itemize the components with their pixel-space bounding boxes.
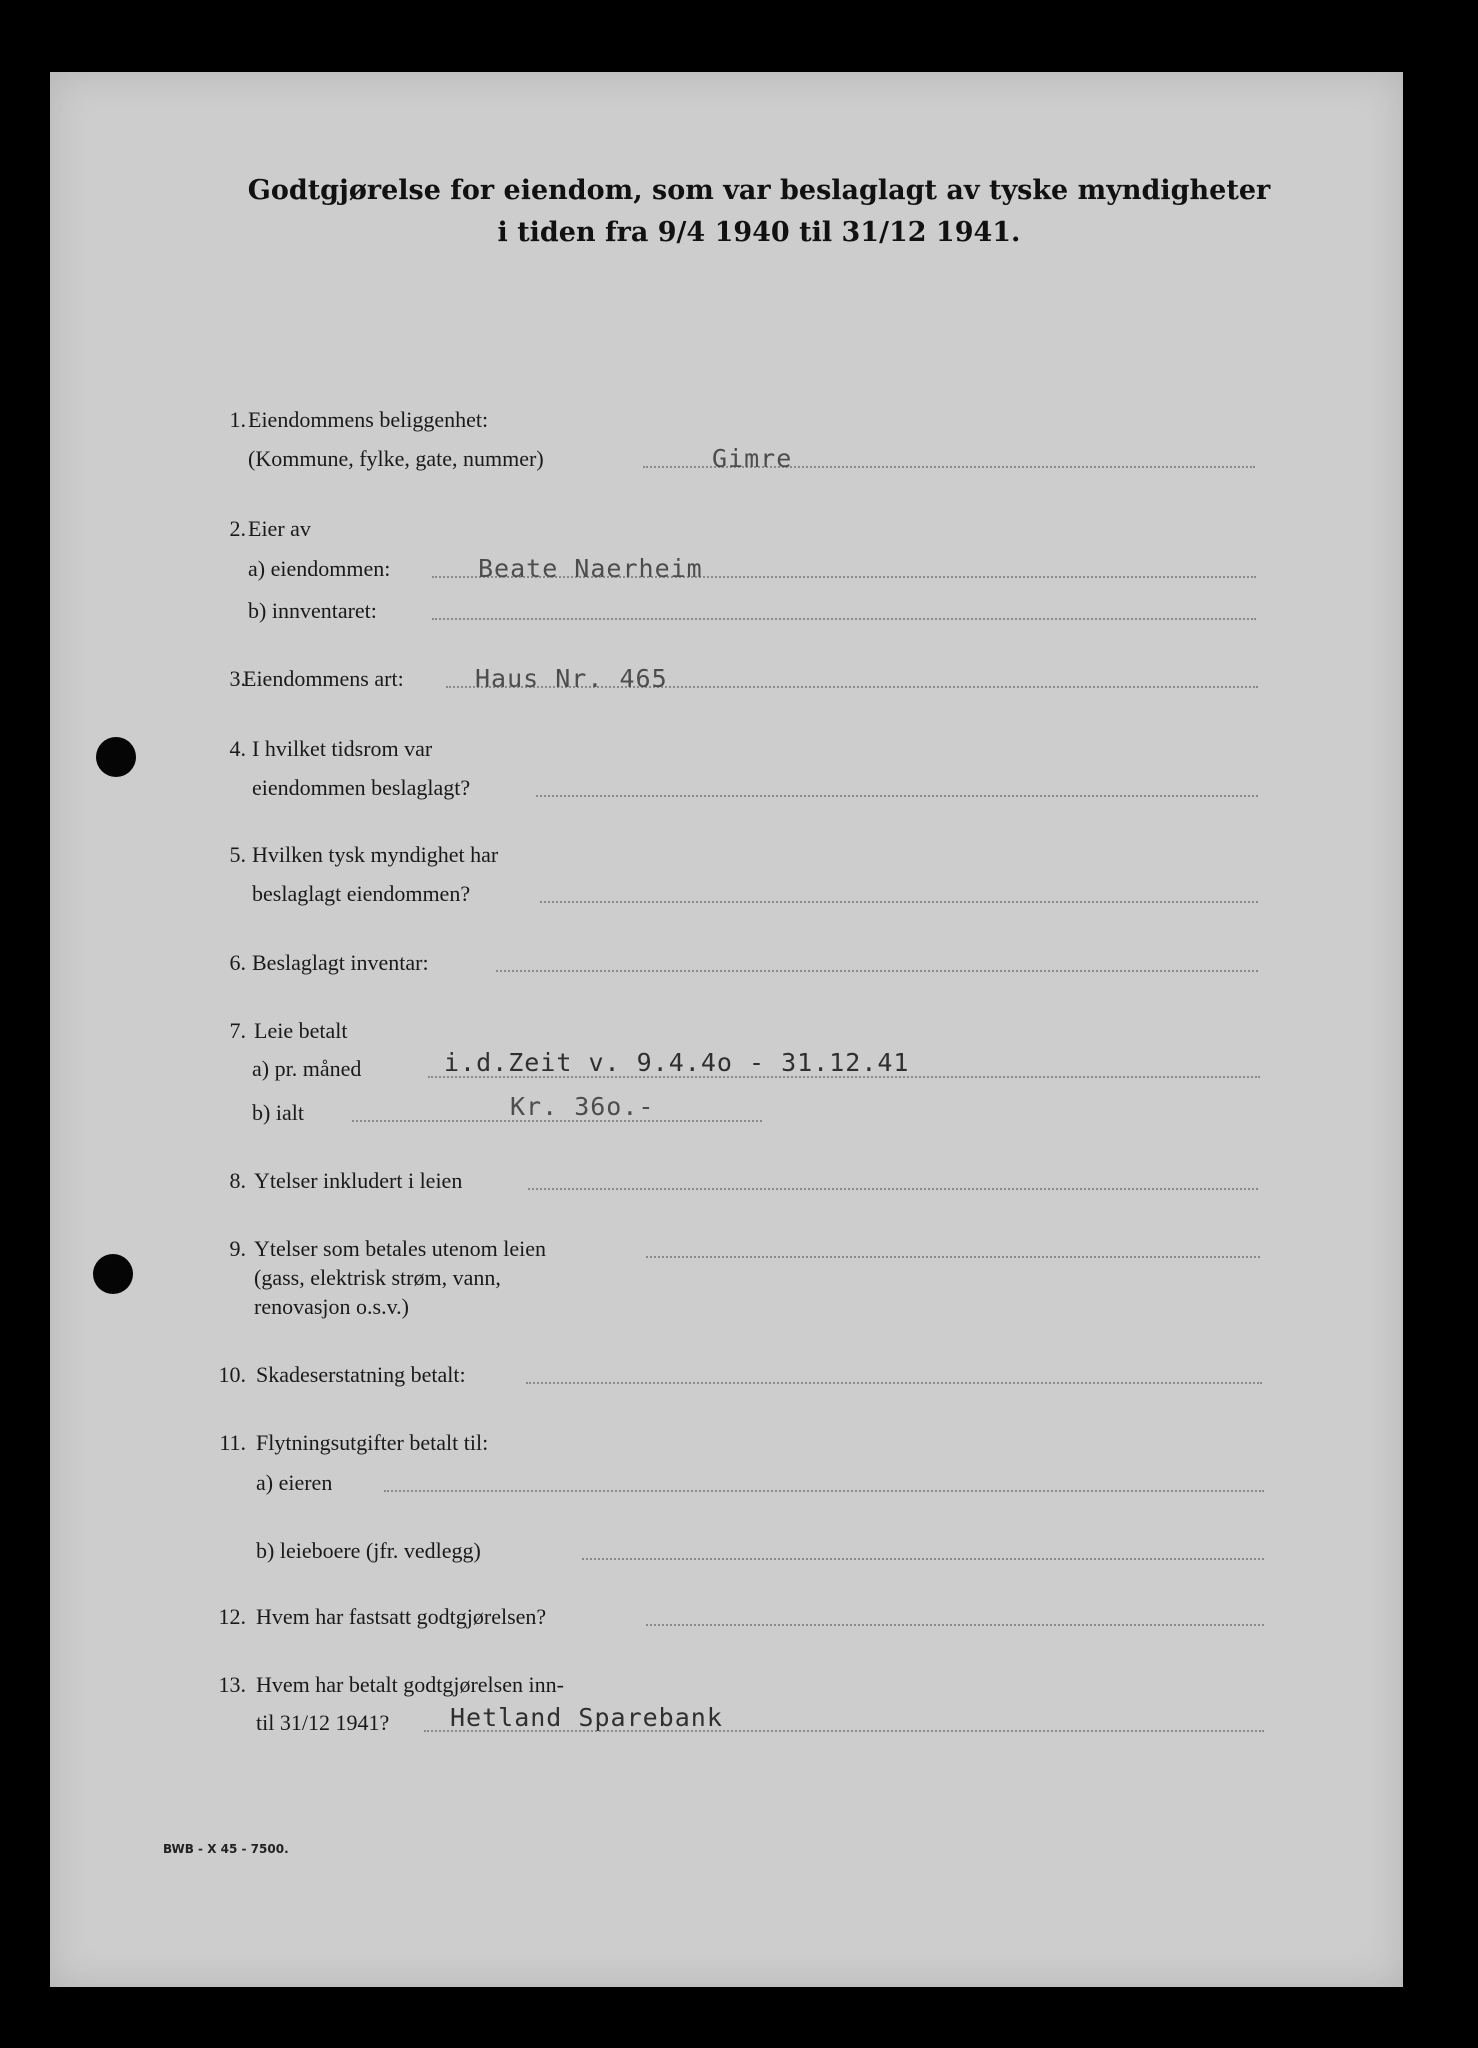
q1-sublabel: (Kommune, fylke, gate, nummer) bbox=[248, 446, 544, 471]
q13-sublabel: til 31/12 1941? bbox=[256, 1710, 390, 1735]
q13-number: 13. bbox=[218, 1672, 246, 1697]
q13-answer: Hetland Sparebank bbox=[450, 1703, 723, 1732]
q6-label: Beslaglagt inventar: bbox=[252, 950, 429, 975]
q2-number: 2. bbox=[229, 516, 246, 541]
q5-number: 5. bbox=[229, 842, 246, 867]
q10-label: Skadeserstatning betalt: bbox=[256, 1362, 466, 1387]
q1-answer: Gimre bbox=[712, 444, 793, 473]
q10-number: 10. bbox=[218, 1362, 246, 1387]
q11a-label: a) eieren bbox=[256, 1470, 333, 1495]
q2a-answer: Beate Naerheim bbox=[478, 554, 703, 583]
q1-number: 1. bbox=[229, 407, 246, 432]
q2a-label: a) eiendommen: bbox=[248, 556, 391, 581]
q3-label: Eiendommens art: bbox=[243, 666, 404, 691]
q4-label: I hvilket tidsrom var bbox=[252, 736, 433, 761]
q2b-answer-line bbox=[432, 618, 1256, 620]
q9-sublabel-1: (gass, elektrisk strøm, vann, bbox=[254, 1265, 501, 1290]
q7-label: Leie betalt bbox=[254, 1018, 348, 1043]
q12-label: Hvem har fastsatt godtgjørelsen? bbox=[256, 1604, 547, 1629]
punch-hole-upper bbox=[96, 737, 136, 777]
q13-label: Hvem har betalt godtgjørelsen inn- bbox=[256, 1672, 564, 1697]
q12-number: 12. bbox=[218, 1604, 246, 1629]
q7b-label: b) ialt bbox=[252, 1100, 304, 1125]
q2b-label: b) innventaret: bbox=[248, 598, 377, 623]
q5-sublabel: beslaglagt eiendommen? bbox=[252, 881, 471, 906]
q11a-answer-line bbox=[384, 1490, 1264, 1492]
q8-answer-line bbox=[528, 1188, 1258, 1190]
q4-answer-line bbox=[536, 795, 1258, 797]
q4-sublabel: eiendommen beslaglagt? bbox=[252, 775, 471, 800]
q11-label: Flytningsutgifter betalt til: bbox=[256, 1430, 489, 1455]
q1-label: Eiendommens beliggenhet: bbox=[248, 407, 489, 432]
q11-number: 11. bbox=[219, 1430, 246, 1455]
q4-number: 4. bbox=[229, 736, 246, 761]
q11b-label: b) leieboere (jfr. vedlegg) bbox=[256, 1538, 481, 1563]
q7a-answer: i.d.Zeit v. 9.4.4o - 31.12.41 bbox=[444, 1048, 910, 1077]
q9-answer-line bbox=[646, 1256, 1260, 1258]
q6-number: 6. bbox=[229, 950, 246, 975]
q8-number: 8. bbox=[229, 1168, 246, 1193]
q11b-answer-line bbox=[582, 1558, 1264, 1560]
form-code: BWB - X 45 - 7500. bbox=[163, 1842, 289, 1856]
title-line-2: i tiden fra 9/4 1940 til 31/12 1941. bbox=[497, 217, 1021, 248]
q3-number: 3. bbox=[229, 666, 246, 691]
q7b-answer: Kr. 36o.- bbox=[510, 1092, 655, 1121]
q9-number: 9. bbox=[229, 1236, 246, 1261]
q7a-label: a) pr. måned bbox=[252, 1056, 362, 1081]
q3-answer: Haus Nr. 465 bbox=[475, 664, 668, 693]
q5-answer-line bbox=[540, 901, 1258, 903]
q2-label: Eier av bbox=[248, 516, 311, 541]
q12-answer-line bbox=[646, 1624, 1264, 1626]
q9-sublabel-2: renovasjon o.s.v.) bbox=[254, 1294, 409, 1319]
punch-hole-lower bbox=[93, 1254, 133, 1294]
q7-number: 7. bbox=[229, 1018, 246, 1043]
q8-label: Ytelser inkludert i leien bbox=[254, 1168, 463, 1193]
title-line-1: Godtgjørelse for eiendom, som var beslaglagt av tyske myndigheter bbox=[247, 175, 1271, 206]
q9-label: Ytelser som betales utenom leien bbox=[254, 1236, 547, 1261]
q6-answer-line bbox=[496, 970, 1258, 972]
q5-label: Hvilken tysk myndighet har bbox=[252, 842, 499, 867]
q10-answer-line bbox=[526, 1382, 1262, 1384]
